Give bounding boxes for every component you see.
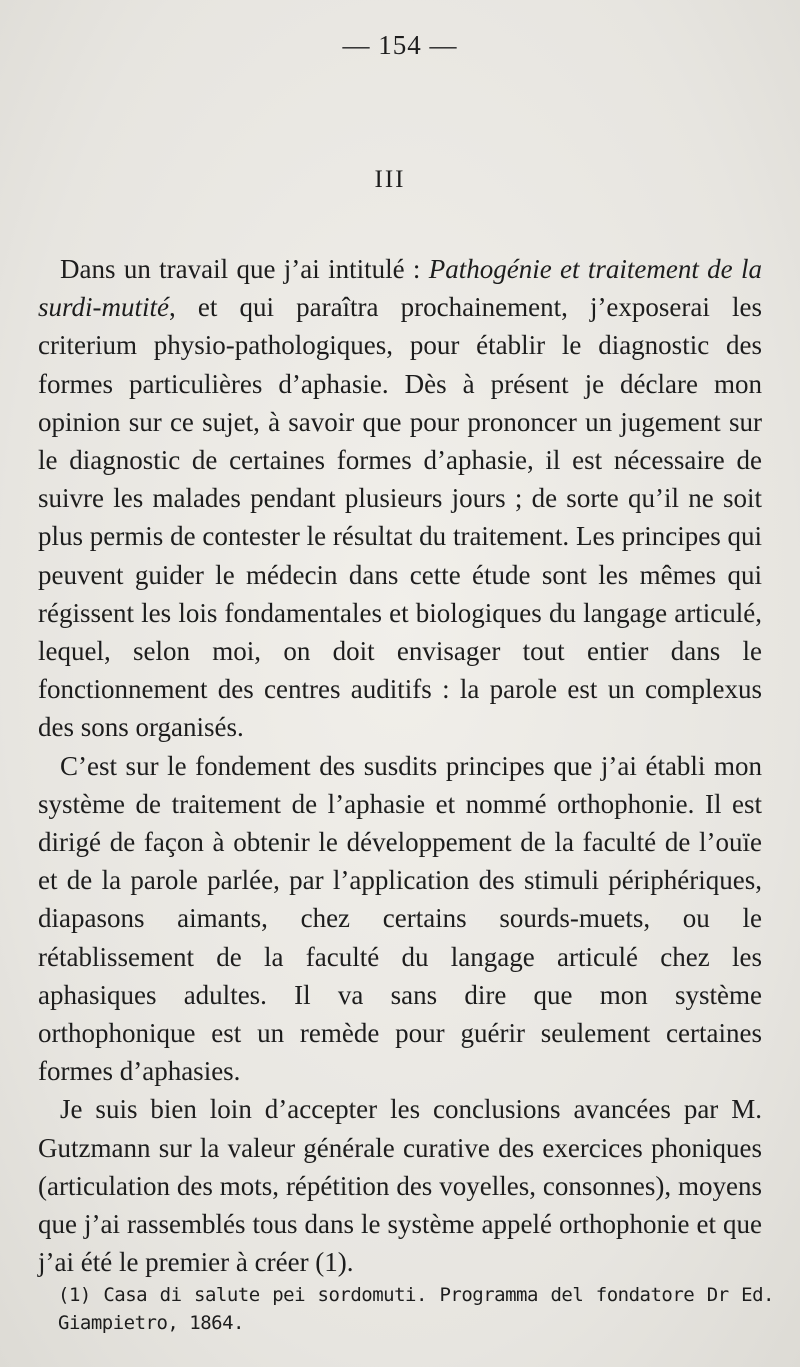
paragraph-1 [38, 250, 762, 747]
page-number: — 154 — [342, 30, 458, 60]
paragraph-1-rest: , et qui paraîtra prochainement, j’exposerai les criterium physio-pathologiques, pour établir le diagnostic des formes particulières d’aphasie. Dès à présent je déclare mon opinion sur ce sujet, à savoir que pour prononcer un jugement sur le diagnostic de certaines formes d’aphasie, il est nécessaire de suivre les malades pendant plusieurs jours ; de sorte qu’il ne soit plus permis de contester le résultat du traitement. Les principes qui peuvent guider le médecin dans cette étude sont les mêmes qui régissent les lois fondamentales et biologiques du langage articulé, lequel, selon moi, on doit envisager tout entier dans le fonctionnement des centres auditifs : la parole est un complexus des sons organisés. [38, 292, 762, 743]
paragraph-2: C’est sur le fondement des susdits principes que j’ai établi mon système de traitement de l’aphasie et nommé orthophonie. Il est dirigé de façon à obtenir le développement de la faculté de l’ouïe et de la parole parlée, par l’application des stimuli périphériques, diapasons aimants, chez certains sourds-muets, ou le rétablissement de la faculté du langage articulé chez les aphasiques adultes. Il va sans dire que mon système orthophonique est un remède pour guérir seulement certaines formes d’aphasies. [38, 750, 762, 1087]
paragraph-1-lead: Dans un travail que j’ai intitulé : [60, 254, 429, 284]
work-title: Pathogénie et traitement de la surdi-mutité [38, 254, 762, 323]
section-heading: III [374, 166, 406, 193]
body-text [38, 250, 762, 1281]
paragraph-3: Je suis bien loin d’accepter les conclusions avancées par M. Gutzmann sur la valeur générale curative des exercices phoniques (articulation des mots, répétition des voyelles, consonnes), moyens que j’ai rassemblés tous dans le système appelé orthophonie et que j’ai été le premier à créer (1). [38, 1094, 762, 1278]
footnote: (1) Casa di salute pei sordomuti. Programma del fondatore Dr Ed. Giampietro, 1864. [58, 1284, 774, 1334]
